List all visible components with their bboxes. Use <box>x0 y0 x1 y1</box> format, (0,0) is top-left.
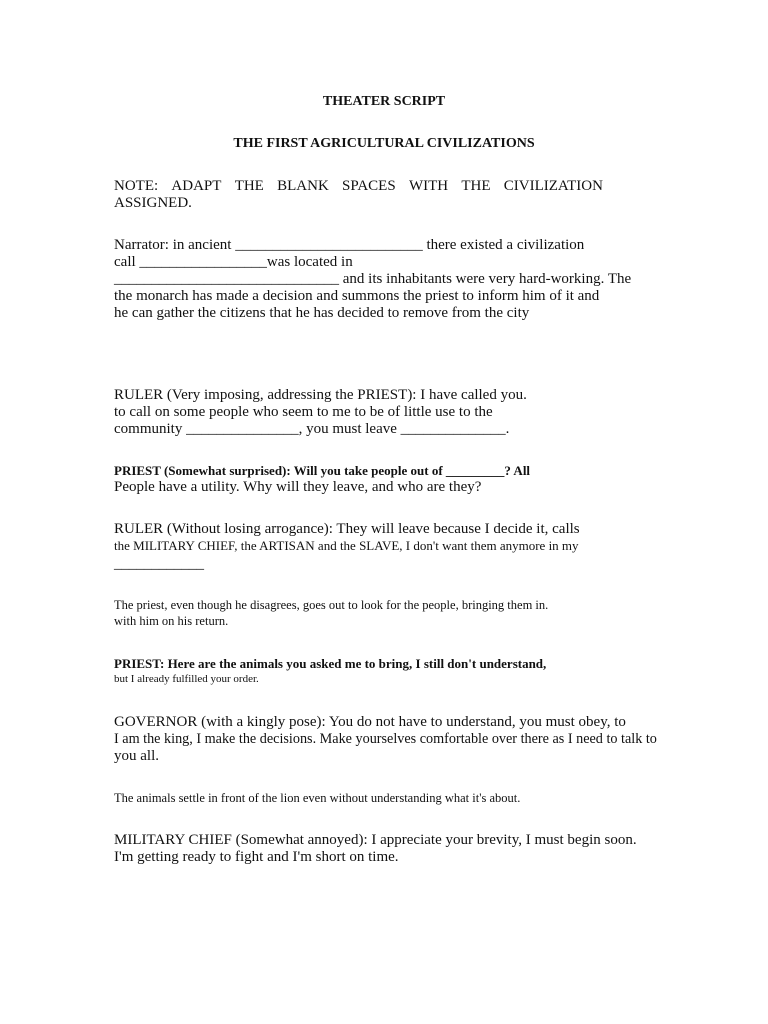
priest-line: People have a utility. Why will they leave, and who are they? <box>114 479 482 495</box>
ruler-line: ____________ <box>114 556 204 572</box>
stage-direction-line: with him on his return. <box>114 614 229 628</box>
note-word: CIVILIZATION <box>503 178 603 194</box>
narrator-paragraph <box>114 237 674 322</box>
military-chief-line: I'm getting ready to fight and I'm short on time. <box>114 849 399 865</box>
note-word: SPACES <box>342 178 396 194</box>
narrator-line: he can gather the citizens that he has decided to remove from the city <box>114 305 530 321</box>
ruler-line: RULER (Without losing arrogance): They will leave because I decide it, calls <box>114 521 580 537</box>
note-line-2: ASSIGNED. <box>114 195 192 211</box>
governor-line: GOVERNOR (with a kingly pose): You do not have to understand, you must obey, to <box>114 714 626 730</box>
note-word: NOTE: <box>114 178 159 194</box>
stage-direction-line: The priest, even though he disagrees, goes out to look for the people, bringing them in. <box>114 598 549 612</box>
note-word: ADAPT <box>171 178 222 194</box>
ruler-dialogue-2 <box>114 521 674 573</box>
note-line-1 <box>114 178 603 195</box>
ruler-line: the MILITARY CHIEF, the ARTISAN and the SLAVE, I don't want them anymore in my <box>114 538 579 553</box>
governor-line: you all. <box>114 748 159 764</box>
narrator-line: call _________________was located in <box>114 254 353 270</box>
note-word: WITH <box>408 178 449 194</box>
stage-direction-2 <box>114 790 674 806</box>
document-title: THEATER SCRIPT <box>322 94 446 109</box>
governor-dialogue <box>114 714 674 765</box>
ruler-dialogue-1 <box>114 387 674 438</box>
document-subtitle: THE FIRST AGRICULTURAL CIVILIZATIONS <box>233 136 535 151</box>
ruler-line: community _______________, you must leave ______________. <box>114 421 510 437</box>
note-word: THE <box>234 178 264 194</box>
narrator-line: the monarch has made a decision and summons the priest to inform him of it and <box>114 288 600 304</box>
note-word: BLANK <box>277 178 329 194</box>
note-word: THE <box>461 178 491 194</box>
priest-line: PRIEST (Somewhat surprised): Will you take people out of _________? All <box>114 463 531 478</box>
priest-dialogue-2 <box>114 656 674 686</box>
priest-line: PRIEST: Here are the animals you asked me to bring, I still don't understand, <box>114 656 547 671</box>
military-chief-dialogue <box>114 832 674 866</box>
governor-line: I am the king, I make the decisions. Make yourselves comfortable over there as I need to talk to <box>114 731 657 747</box>
priest-line: but I already fulfilled your order. <box>114 673 259 685</box>
narrator-line: Narrator: in ancient _________________________ there existed a civilization <box>114 237 585 253</box>
ruler-line: to call on some people who seem to me to be of little use to the <box>114 404 493 420</box>
narrator-line: ______________________________ and its inhabitants were very hard-working. The <box>114 271 632 287</box>
stage-direction-line: The animals settle in front of the lion even without understanding what it's about. <box>114 791 521 805</box>
military-chief-line: MILITARY CHIEF (Somewhat annoyed): I appreciate your brevity, I must begin soon. <box>114 832 637 848</box>
stage-direction-1 <box>114 597 674 629</box>
note-paragraph <box>114 178 674 212</box>
priest-dialogue-1 <box>114 463 674 496</box>
ruler-line: RULER (Very imposing, addressing the PRIEST): I have called you. <box>114 387 527 403</box>
